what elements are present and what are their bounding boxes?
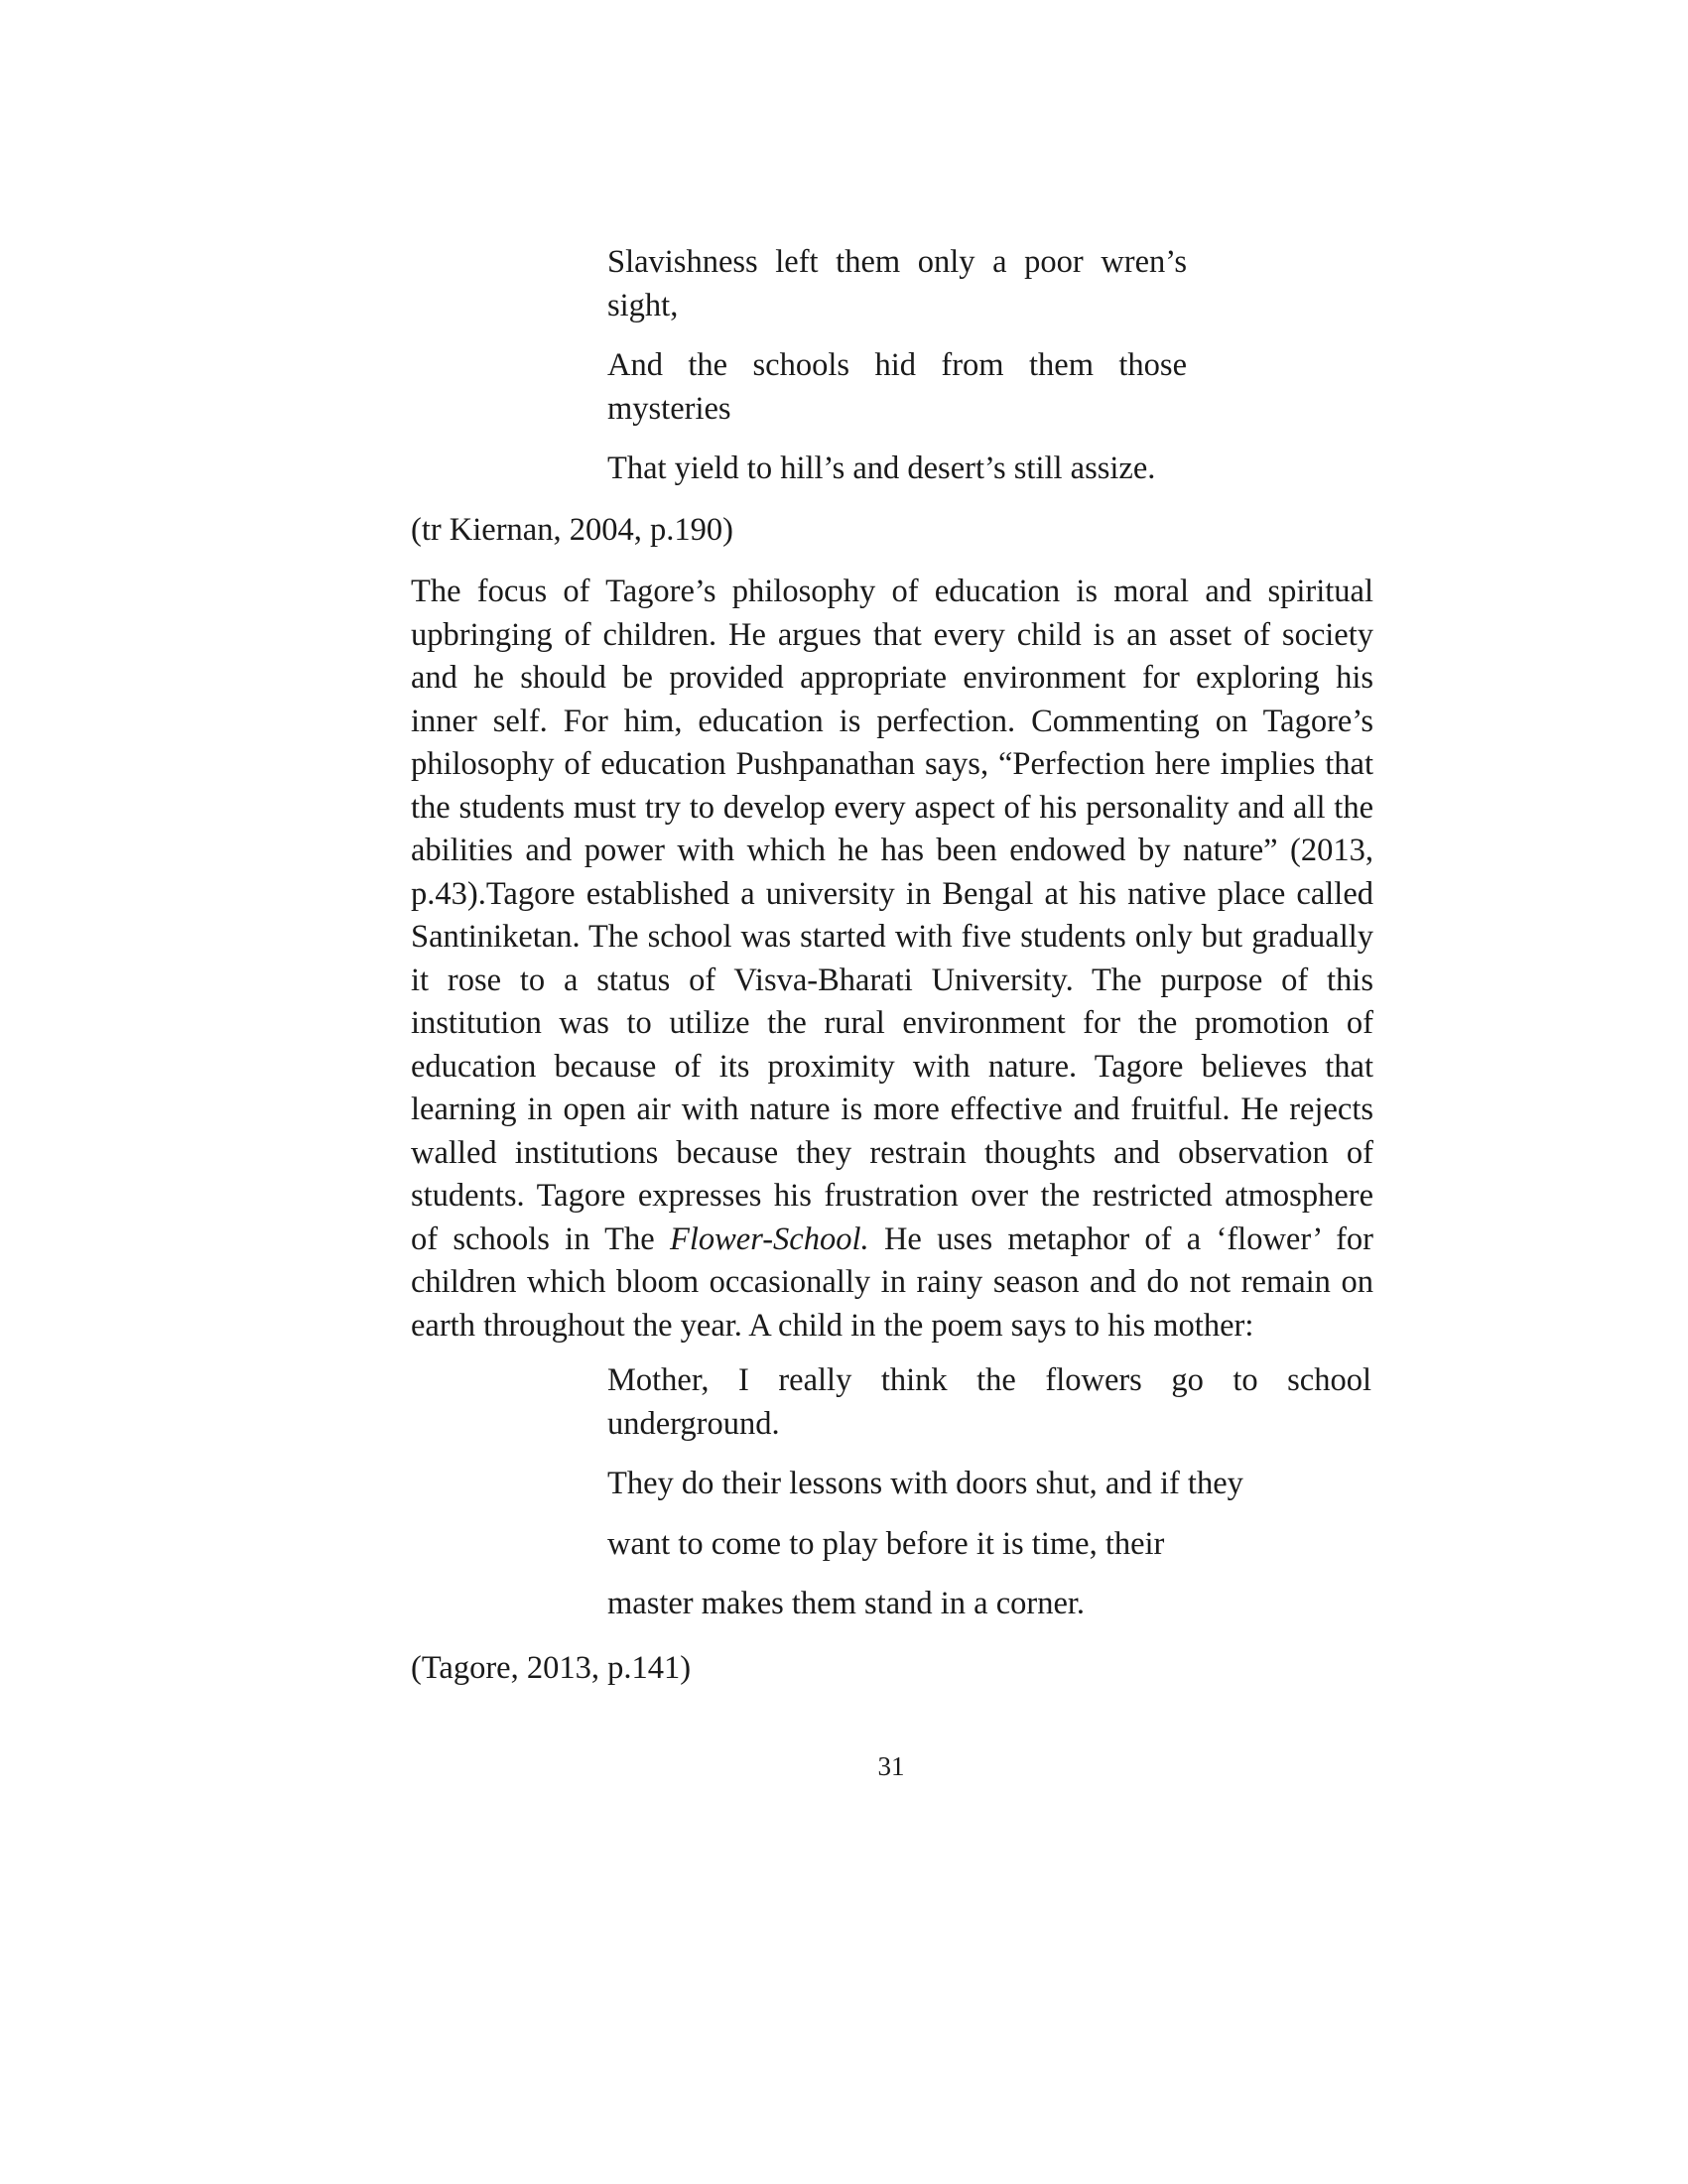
poem-title: Flower-School. bbox=[670, 1220, 869, 1257]
verse-line: master makes them stand in a corner. bbox=[607, 1586, 1086, 1621]
verse-quote-2 bbox=[607, 1359, 1371, 1626]
citation-2: (Tagore, 2013, p.141) bbox=[411, 1650, 692, 1686]
verse-line: And the schools hid from them those mysteries bbox=[607, 347, 1187, 427]
body-paragraph bbox=[411, 571, 1373, 1348]
verse-line: They do their lessons with doors shut, and if they bbox=[607, 1466, 1243, 1501]
paragraph-text-end: He uses metaphor of a ‘flower’ for children which bloom occasionally in rainy season and do not remain on earth throughout the year. A child in the poem says to his mother: bbox=[411, 1220, 1373, 1344]
paragraph-text-start: The focus of Tagore’s philosophy of education is moral and spiritual upbringing of children. He argues that every child is an asset of society and he should be provided appropriate environment for exploring his inner self. For him, education is perfection. Commenting on Tagore’s philosophy of education Pushpanathan says, “Perfection here implies that the students must try to develop every aspect of his personality and all the abilities and power with which he has been endowed by nature” (2013, p.43).Tagore established a university in Bengal at his native place called Santiniketan. The school was started with five students only but gradually it rose to a status of Visva-Bharati University. The purpose of this institution was to utilize the rural environment for the promotion of education because of its proximity with nature. Tagore believes that learning in open air with nature is more effective and fruitful. He rejects walled institutions because they restrain thoughts and observation of students. Tagore expresses his frustration over the restricted atmosphere of schools in The bbox=[411, 574, 1373, 1257]
verse-line: That yield to hill’s and desert’s still assize. bbox=[607, 450, 1156, 486]
verse-quote-1 bbox=[607, 241, 1187, 491]
citation-1: (tr Kiernan, 2004, p.190) bbox=[411, 512, 733, 548]
page-number: 31 bbox=[877, 1751, 905, 1781]
verse-line: want to come to play before it is time, their bbox=[607, 1525, 1165, 1562]
verse-line: Slavishness left them only a poor wren’s sight, bbox=[607, 244, 1187, 323]
verse-line: Mother, I really think the flowers go to school underground. bbox=[607, 1362, 1371, 1442]
